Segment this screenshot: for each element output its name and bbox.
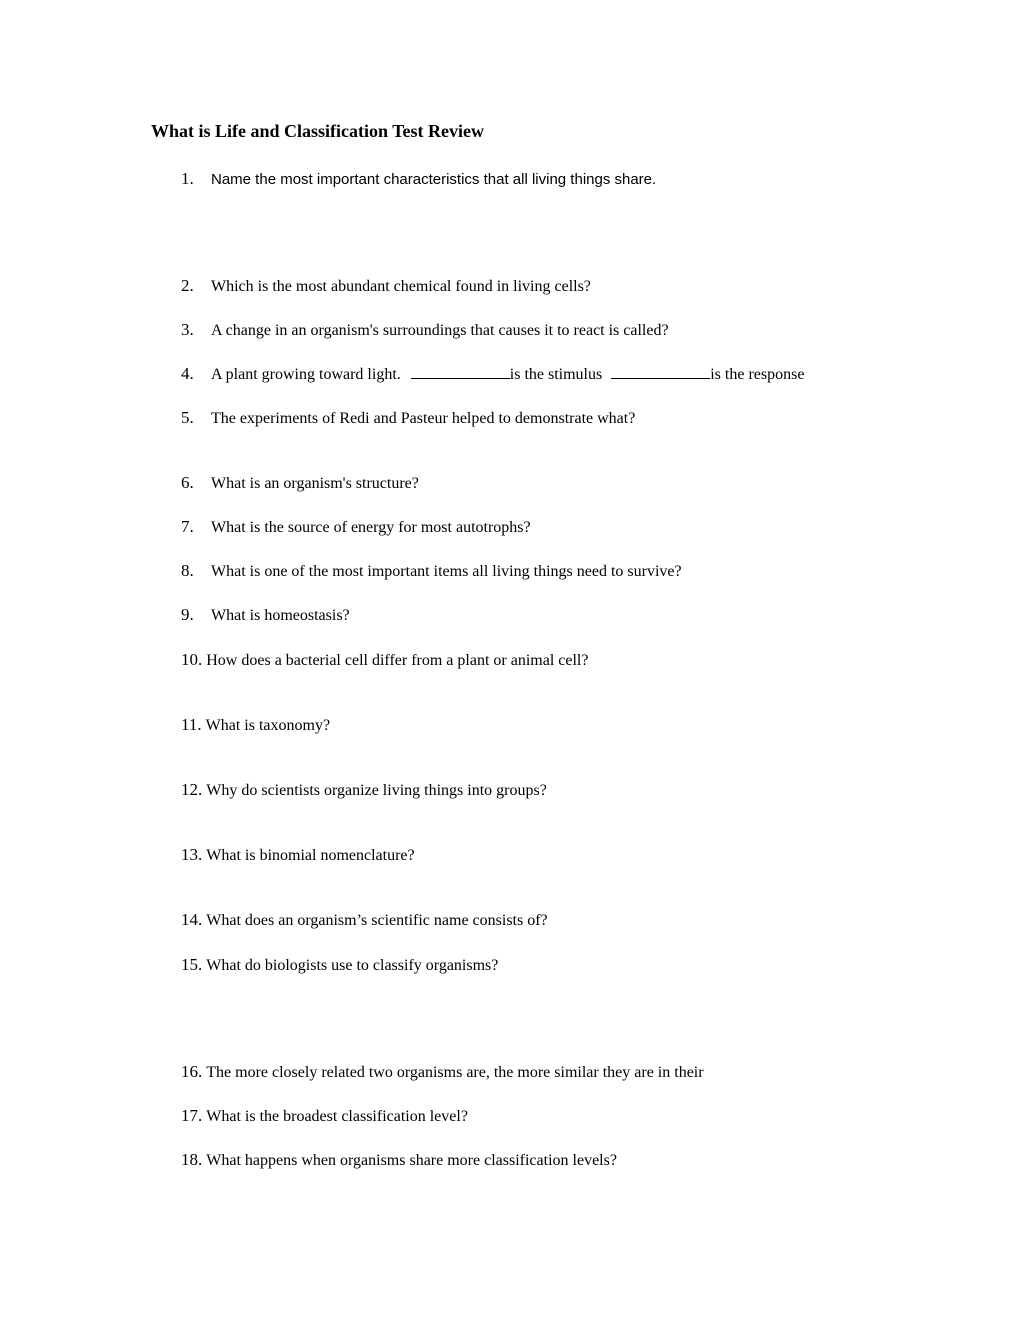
question-text: Why do scientists organize living things into groups? [206,782,547,799]
question-text: The more closely related two organisms are, the more similar they are in their [206,1064,704,1081]
page-title: What is Life and Classification Test Review [151,121,485,141]
question-item [181,363,804,386]
question-number: 10. [181,650,203,669]
question-number: 16. [181,1062,203,1081]
question-item [181,168,656,191]
question-item [181,649,588,672]
question-item [181,319,669,342]
question-text: A plant growing toward light. [211,366,401,383]
question-item [181,275,591,298]
question-text: What is homeostasis? [211,607,350,624]
question-item [181,560,682,583]
question-number: 15. [181,955,203,974]
question-number: 12. [181,780,203,799]
question-text: The experiments of Redi and Pasteur helped to demonstrate what? [211,410,636,427]
question-text: How does a bacterial cell differ from a plant or animal cell? [206,652,589,669]
question-item [181,909,548,932]
question-text: Which is the most abundant chemical found in living cells? [211,278,591,295]
question-number: 8. [181,561,194,580]
question-text: What is taxonomy? [205,717,331,734]
answer-blank [611,364,710,379]
question-number: 2. [181,276,194,295]
question-text: A change in an organism's surroundings that causes it to react is called? [211,322,669,339]
question-number: 17. [181,1106,203,1125]
question-item [181,844,415,867]
answer-blank [411,364,510,379]
question-text: What is binomial nomenclature? [206,847,415,864]
question-text: What does an organism’s scientific name consists of? [206,912,548,929]
question-number: 3. [181,320,194,339]
question-item [181,472,419,495]
question-item [181,604,350,627]
question-item [181,407,635,430]
question-number: 5. [181,408,194,427]
question-number: 11. [181,715,202,734]
question-item [181,954,498,977]
question-number: 6. [181,473,194,492]
question-number: 4. [181,364,194,383]
question-text: What is the broadest classification level? [206,1108,468,1125]
question-number: 7. [181,517,194,536]
question-text: What is an organism's structure? [211,475,419,492]
question-text: What happens when organisms share more classification levels? [206,1152,617,1169]
question-text-mid: is the stimulus [509,366,603,383]
question-item [181,516,531,539]
question-number: 13. [181,845,203,864]
question-number: 1. [181,169,194,188]
question-item [181,779,547,802]
question-text: Name the most important characteristics that all living things share. [211,171,657,188]
question-number: 18. [181,1150,203,1169]
question-item [181,1149,617,1172]
question-number: 9. [181,605,194,624]
question-item [181,1061,704,1084]
question-number: 14. [181,910,203,929]
question-text: What is the source of energy for most autotrophs? [211,519,531,536]
question-text: What is one of the most important items all living things need to survive? [211,563,682,580]
question-text: What do biologists use to classify organisms? [206,957,499,974]
question-text-end: is the response [710,366,805,383]
question-item [181,1105,468,1128]
question-item [181,714,330,737]
